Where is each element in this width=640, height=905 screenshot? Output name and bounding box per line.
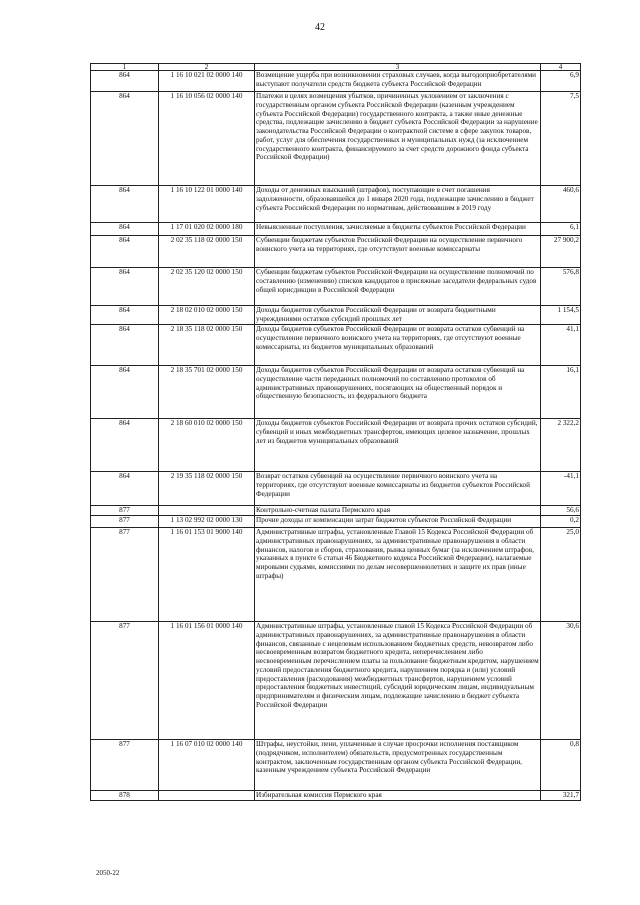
revenue-description-cell: Доходы от денежных взысканий (штрафов), поступающие в счет погашения задолженности, образовавшейся до 1 января 2020 года, подлежащие зачислению в бюджет субъекта Российской Федерации по нормативам, действовавшим в 2019 году bbox=[255, 186, 541, 223]
revenue-description-cell: Контрольно-счетная палата Пермского края bbox=[255, 506, 541, 516]
revenue-description-cell: Невыясненные поступления, зачисляемые в бюджеты субъектов Российской Федерации bbox=[255, 223, 541, 236]
admin-code-cell: 877 bbox=[91, 740, 159, 791]
revenue-description-cell: Возврат остатков субвенций на осуществление первичного воинского учета на территориях, где отсутствуют военные комиссариаты из бюджетов субъектов Российской Федерации bbox=[255, 472, 541, 506]
admin-code-cell: 877 bbox=[91, 516, 159, 528]
table-row bbox=[91, 516, 581, 528]
admin-code-cell: 864 bbox=[91, 71, 159, 92]
table-row bbox=[91, 306, 581, 325]
budget-code-cell: 2 19 35 118 02 0000 150 bbox=[159, 472, 255, 506]
admin-code-cell: 864 bbox=[91, 472, 159, 506]
admin-code-cell: 877 bbox=[91, 622, 159, 740]
column-header-2: 2 bbox=[159, 64, 255, 71]
table-row bbox=[91, 528, 581, 622]
admin-code-cell: 864 bbox=[91, 186, 159, 223]
admin-code-cell: 877 bbox=[91, 528, 159, 622]
admin-code-cell: 864 bbox=[91, 325, 159, 366]
budget-code-cell: 2 18 35 118 02 0000 150 bbox=[159, 325, 255, 366]
amount-cell: 7,5 bbox=[541, 92, 581, 186]
amount-cell: 16,1 bbox=[541, 366, 581, 419]
amount-cell: 6,1 bbox=[541, 223, 581, 236]
amount-cell: 30,6 bbox=[541, 622, 581, 740]
table-row bbox=[91, 419, 581, 472]
amount-cell: 0,2 bbox=[541, 516, 581, 528]
admin-code-cell: 864 bbox=[91, 223, 159, 236]
table-row bbox=[91, 186, 581, 223]
budget-code-cell: 2 18 02 010 02 0000 150 bbox=[159, 306, 255, 325]
revenue-description-cell: Доходы бюджетов субъектов Российской Федерации от возврата бюджетными учреждениями остатков субсидий прошлых лет bbox=[255, 306, 541, 325]
table-row bbox=[91, 236, 581, 268]
amount-cell: 56,6 bbox=[541, 506, 581, 516]
revenue-description-cell: Возмещение ущерба при возникновении страховых случаев, когда выгодоприобретателями выступают получатели средств бюджета субъекта Российской Федерации bbox=[255, 71, 541, 92]
budget-code-cell bbox=[159, 506, 255, 516]
budget-code-cell: 2 02 35 118 02 0000 150 bbox=[159, 236, 255, 268]
revenue-description-cell: Субвенции бюджетам субъектов Российской Федерации на осуществление первичного воинского учета на территориях, где отсутствуют военные комиссариаты bbox=[255, 236, 541, 268]
table-row bbox=[91, 472, 581, 506]
table-row bbox=[91, 92, 581, 186]
amount-cell: 1 154,5 bbox=[541, 306, 581, 325]
table-row bbox=[91, 71, 581, 92]
amount-cell: 6,9 bbox=[541, 71, 581, 92]
admin-code-cell: 864 bbox=[91, 366, 159, 419]
admin-code-cell: 864 bbox=[91, 306, 159, 325]
table-row bbox=[91, 740, 581, 791]
table-row bbox=[91, 366, 581, 419]
amount-cell: 321,7 bbox=[541, 791, 581, 801]
amount-cell: 27 900,2 bbox=[541, 236, 581, 268]
revenue-description-cell: Платежи в целях возмещения убытков, причиненных уклонением от заключения с государственным органом субъекта Российской Федерации (казенным учреждением субъекта Российской Федерации) государственного контракта, а также иные денежные средства, подлежащие зачислению в бюджет субъекта Российской Федерации за нарушение законодательства Российской Федерации о контрактной системе в сфере закупок товаров, работ, услуг для обеспечения государственных и муниципальных нужд (за исключением государственного контракта, финансируемого за счет средств дорожного фонда субъекта Российской Федерации) bbox=[255, 92, 541, 186]
revenue-description-cell: Административные штрафы, установленные главой 15 Кодекса Российской Федерации об административных правонарушениях, за административные правонарушения в области финансов, связанные с нецелевым использованием бюджетных средств, невозвратом либо несвоевременным возвратом бюджетного кредита, неперечислением либо несвоевременным перечислением платы за пользование бюджетным кредитом, нарушением условий предоставления бюджетного кредита, нарушением порядка и (или) условий предоставления (расходования) межбюджетных трансфертов, нарушением условий предоставления бюджетных инвестиций, субсидий юридическим лицам, индивидуальным предпринимателям и физическим лицам, подлежащие зачислению в бюджет субъекта Российской Федерации bbox=[255, 622, 541, 740]
table-row bbox=[91, 223, 581, 236]
document-footer-code: 2050-22 bbox=[96, 869, 120, 877]
revenue-description-cell: Избирательная комиссия Пермского края bbox=[255, 791, 541, 801]
budget-code-cell: 1 16 07 010 02 0000 140 bbox=[159, 740, 255, 791]
revenue-table bbox=[90, 63, 581, 801]
amount-cell: -41,1 bbox=[541, 472, 581, 506]
amount-cell: 25,0 bbox=[541, 528, 581, 622]
admin-code-cell: 878 bbox=[91, 791, 159, 801]
admin-code-cell: 877 bbox=[91, 506, 159, 516]
revenue-description-cell: Административные штрафы, установленные Главой 15 Кодекса Российской Федерации об административных правонарушениях, за административные правонарушения в области финансов, налогов и сборов, страхования, рынка ценных бумаг (за исключением штрафов, указанных в пункте 6 статьи 46 Бюджетного кодекса Российской Федерации), налагаемые мировыми судьями, комиссиями по делам несовершеннолетних и защите их прав (иные штрафы) bbox=[255, 528, 541, 622]
budget-code-cell: 1 16 10 056 02 0000 140 bbox=[159, 92, 255, 186]
column-header-1: 1 bbox=[91, 64, 159, 71]
page-number: 42 bbox=[315, 22, 325, 33]
table-row bbox=[91, 506, 581, 516]
budget-code-cell: 2 18 35 701 02 0000 150 bbox=[159, 366, 255, 419]
table-row bbox=[91, 325, 581, 366]
amount-cell: 0,8 bbox=[541, 740, 581, 791]
amount-cell: 460,6 bbox=[541, 186, 581, 223]
budget-code-cell bbox=[159, 791, 255, 801]
revenue-description-cell: Доходы бюджетов субъектов Российской Федерации от возврата остатков субвенций на осуществление части переданных полномочий по составлению протоколов об административных правонарушениях, посягающих на общественный порядок и общественную безопасность, из федерального бюджета bbox=[255, 366, 541, 419]
amount-cell: 2 322,2 bbox=[541, 419, 581, 472]
admin-code-cell: 864 bbox=[91, 419, 159, 472]
admin-code-cell: 864 bbox=[91, 92, 159, 186]
revenue-description-cell: Субвенции бюджетам субъектов Российской Федерации на осуществление полномочий по составлению (изменению) списков кандидатов в присяжные заседатели федеральных судов общей юрисдикции в Российской Федерации bbox=[255, 268, 541, 306]
table-body bbox=[91, 71, 581, 801]
admin-code-cell: 864 bbox=[91, 268, 159, 306]
table-row bbox=[91, 268, 581, 306]
budget-code-cell: 1 16 10 122 01 0000 140 bbox=[159, 186, 255, 223]
revenue-description-cell: Доходы бюджетов субъектов Российской Федерации от возврата прочих остатков субсидий, субвенций и иных межбюджетных трансфертов, имеющих целевое назначение, прошлых лет из бюджетов муниципальных образований bbox=[255, 419, 541, 472]
budget-code-cell: 2 18 60 010 02 0000 150 bbox=[159, 419, 255, 472]
revenue-description-cell: Штрафы, неустойки, пени, уплаченные в случае просрочки исполнения поставщиком (подрядчиком, исполнителем) обязательств, предусмотренных государственным контрактом, заключенным государственным органом субъекта Российской Федерации, казенным учреждением субъекта Российской Федерации bbox=[255, 740, 541, 791]
table-header-row bbox=[91, 64, 581, 71]
column-header-3: 3 bbox=[255, 64, 541, 71]
budget-code-cell: 1 16 01 153 01 9000 140 bbox=[159, 528, 255, 622]
amount-cell: 576,8 bbox=[541, 268, 581, 306]
table-row bbox=[91, 622, 581, 740]
budget-code-cell: 2 02 35 120 02 0000 150 bbox=[159, 268, 255, 306]
budget-code-cell: 1 13 02 992 02 0000 130 bbox=[159, 516, 255, 528]
revenue-description-cell: Прочие доходы от компенсации затрат бюджетов субъектов Российской Федерации bbox=[255, 516, 541, 528]
budget-code-cell: 1 16 10 021 02 0000 140 bbox=[159, 71, 255, 92]
admin-code-cell: 864 bbox=[91, 236, 159, 268]
revenue-description-cell: Доходы бюджетов субъектов Российской Федерации от возврата остатков субвенций на осуществление первичного воинского учета на территориях, где отсутствуют военные комиссариаты, из бюджетов муниципальных образований bbox=[255, 325, 541, 366]
amount-cell: 41,1 bbox=[541, 325, 581, 366]
budget-code-cell: 1 17 01 020 02 0000 180 bbox=[159, 223, 255, 236]
budget-code-cell: 1 16 01 156 01 0000 140 bbox=[159, 622, 255, 740]
table-row bbox=[91, 791, 581, 801]
column-header-4: 4 bbox=[541, 64, 581, 71]
